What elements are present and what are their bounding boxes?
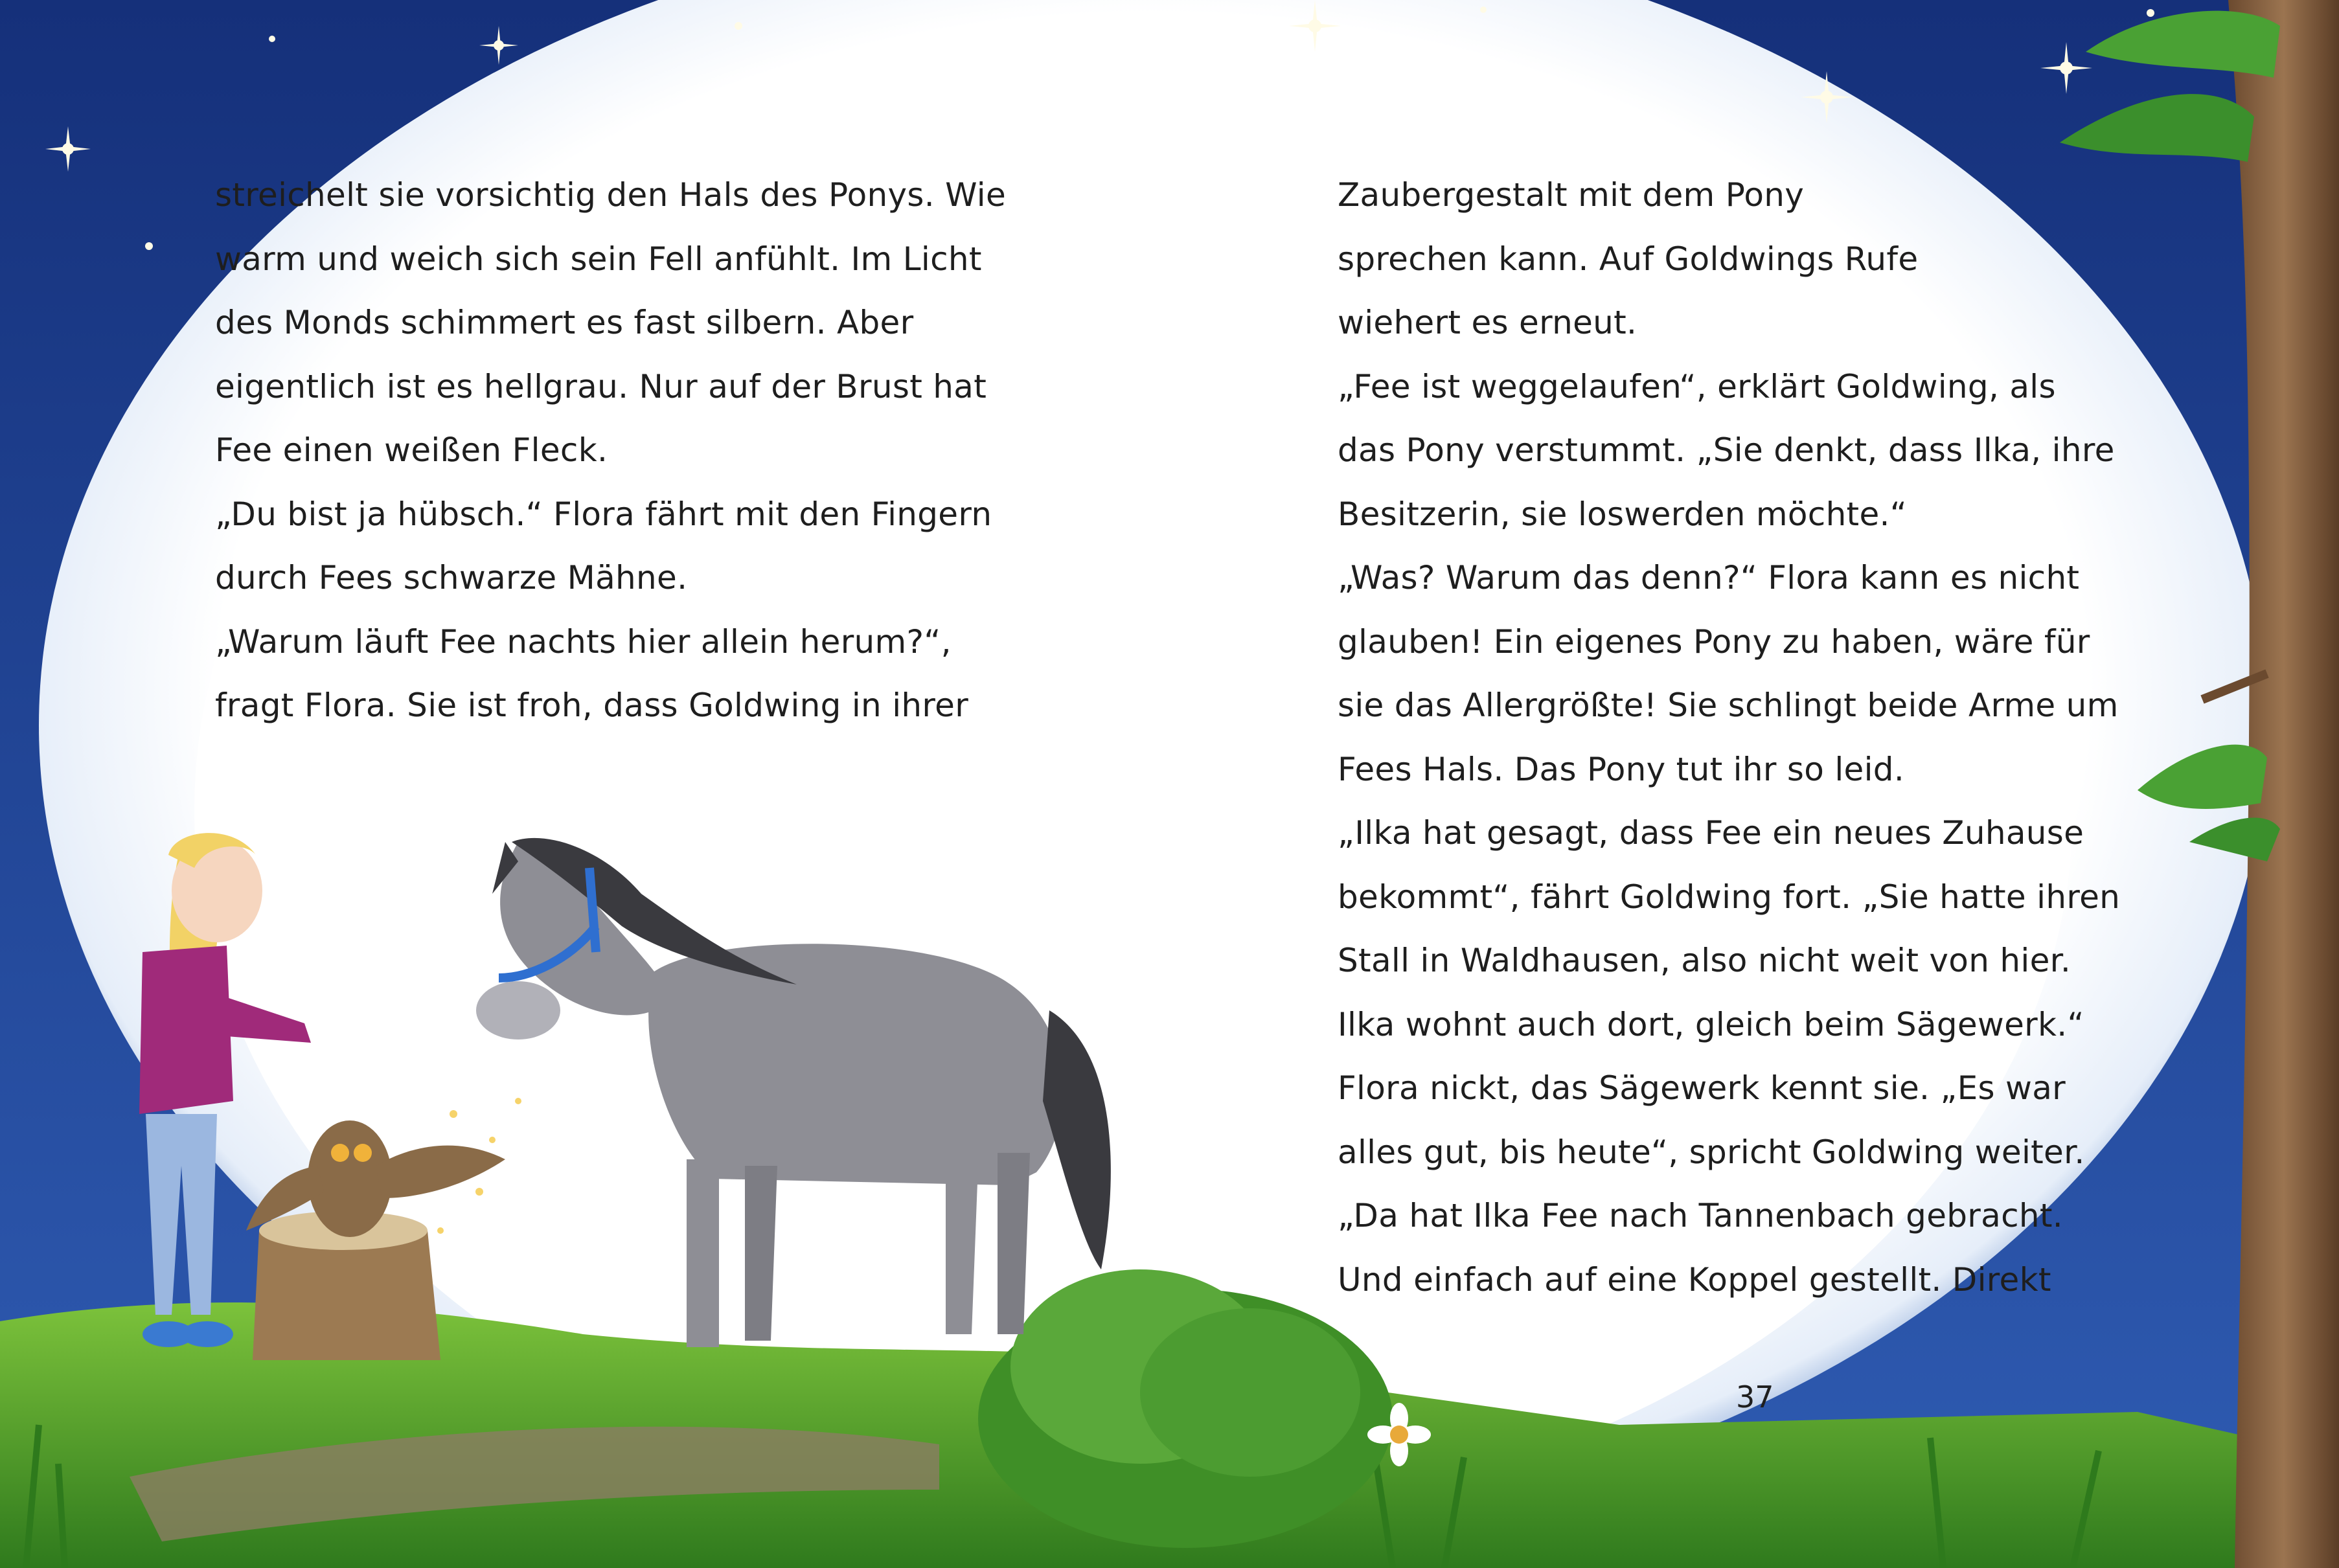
text-line: „Da hat Ilka Fee nach Tannenbach gebracht. — [1338, 1197, 2063, 1234]
text-line: sie das Allergrößte! Sie schlingt beide Arme um — [1338, 687, 2119, 724]
text-line: streichelt sie vorsichtig den Hals des Ponys. Wie — [215, 176, 1007, 214]
text-line: alles gut, bis heute“, spricht Goldwing weiter. — [1338, 1133, 2085, 1171]
text-line: „Fee ist weggelaufen“, erklärt Goldwing, als — [1338, 367, 2056, 405]
text-line: Flora nickt, das Sägewerk kennt sie. „Es war — [1338, 1069, 2066, 1107]
text-line: sprechen kann. Auf Goldwings Rufe — [1338, 240, 1919, 278]
text-line: „Was? Warum das denn?“ Flora kann es nicht — [1338, 559, 2080, 597]
text-line: Zaubergestalt mit dem Pony — [1338, 176, 1805, 214]
text-line: das Pony verstummt. „Sie denkt, dass Ilka, ihre — [1338, 431, 2115, 469]
text-line: wiehert es erneut. — [1338, 304, 1637, 341]
text-line: Stall in Waldhausen, also nicht weit von hier. — [1338, 942, 2071, 979]
text-line: Und einfach auf eine Koppel gestellt. Direkt — [1338, 1260, 2051, 1299]
text-line: warm und weich sich sein Fell anfühlt. Im Licht — [215, 240, 982, 278]
text-line: eigentlich ist es hellgrau. Nur auf der Brust hat — [215, 367, 987, 405]
text-line: Ilka wohnt auch dort, gleich beim Sägewerk.“ — [1338, 1005, 2084, 1043]
text-line: „Ilka hat gesagt, dass Fee ein neues Zuhause — [1338, 814, 2084, 852]
text-line: Fee einen weißen Fleck. — [215, 431, 608, 469]
page-number: 37 — [1736, 1380, 1774, 1415]
text-line: Besitzerin, sie loswerden möchte.“ — [1338, 495, 1907, 533]
text-line: Fees Hals. Das Pony tut ihr so leid. — [1338, 750, 1905, 788]
text-line: glauben! Ein eigenes Pony zu haben, wäre für — [1338, 622, 2090, 661]
right-page-text — [1338, 163, 2120, 1312]
text-line: fragt Flora. Sie ist froh, dass Goldwing in ihrer — [215, 687, 969, 724]
left-page-text — [215, 163, 1006, 738]
text-line: des Monds schimmert es fast silbern. Aber — [215, 304, 914, 341]
text-line: „Du bist ja hübsch.“ Flora fährt mit den Fingern — [215, 495, 992, 533]
text-line: durch Fees schwarze Mähne. — [215, 559, 688, 597]
text-line: bekommt“, fährt Goldwing fort. „Sie hatte ihren — [1338, 878, 2121, 916]
text-line: „Warum läuft Fee nachts hier allein herum?“, — [215, 622, 952, 661]
